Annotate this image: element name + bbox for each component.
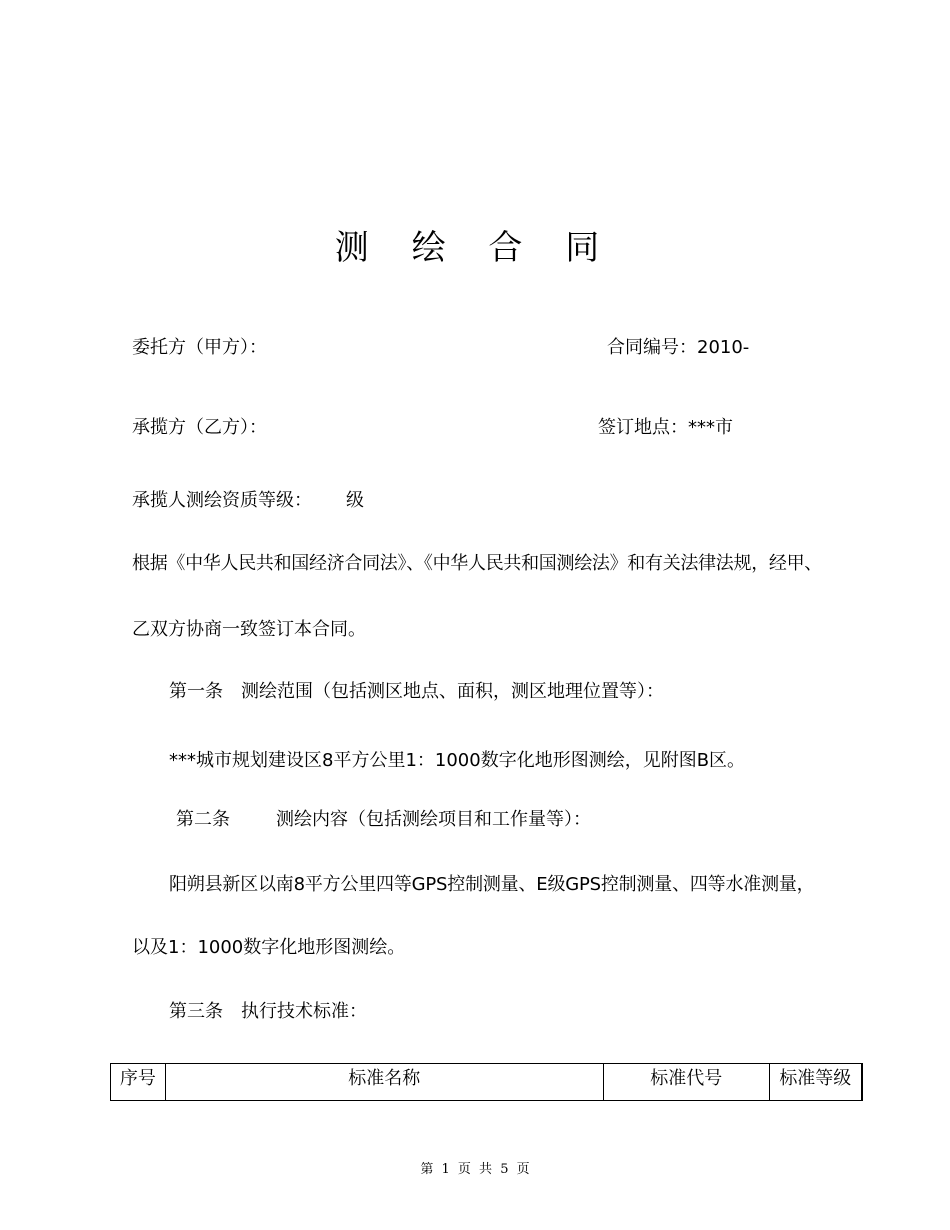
qualification-label: 承揽人测绘资质等级： bbox=[132, 490, 312, 511]
article-2-body-line-2: 以及1：1000数字化地形图测绘。 bbox=[132, 937, 406, 958]
preamble-line-2: 乙双方协商一致签订本合同。 bbox=[132, 619, 366, 640]
article-2-body-line-1: 阳朔县新区以南8平方公里四等GPS控制测量、E级GPS控制测量、四等水准测量， bbox=[169, 874, 815, 895]
article-2-heading-title: 测绘内容（包括测绘项目和工作量等）： bbox=[276, 809, 591, 830]
contractor-label: 承揽方（乙方）： bbox=[132, 417, 267, 438]
column-header-name: 标准名称 bbox=[165, 1064, 603, 1101]
article-2-heading-number: 第二条 bbox=[176, 809, 230, 830]
preamble-line-1: 根据《中华人民共和国经济合同法》、《中华人民共和国测绘法》和有关法律法规，经甲、 bbox=[132, 553, 822, 574]
table-header-row bbox=[111, 1064, 863, 1101]
column-header-seq: 序号 bbox=[111, 1064, 166, 1101]
client-label: 委托方（甲方）： bbox=[132, 337, 267, 358]
article-1-heading: 第一条 测绘范围（包括测区地点、面积，测区地理位置等）： bbox=[169, 681, 664, 702]
column-header-level: 标准等级 bbox=[769, 1064, 862, 1101]
column-header-code: 标准代号 bbox=[603, 1064, 769, 1101]
article-1-body: ***城市规划建设区8平方公里1：1000数字化地形图测绘，见附图B区。 bbox=[169, 750, 746, 771]
qualification-suffix: 级 bbox=[346, 490, 364, 511]
page-number-footer: 第 1 页 共 5 页 bbox=[420, 1162, 530, 1177]
document-title: 测 绘 合 同 bbox=[334, 228, 616, 268]
article-3-heading: 第三条 执行技术标准： bbox=[169, 1001, 367, 1022]
sign-place: 签订地点：***市 bbox=[598, 417, 733, 438]
standards-table bbox=[110, 1063, 863, 1101]
contract-number: 合同编号：2010- bbox=[607, 337, 750, 358]
